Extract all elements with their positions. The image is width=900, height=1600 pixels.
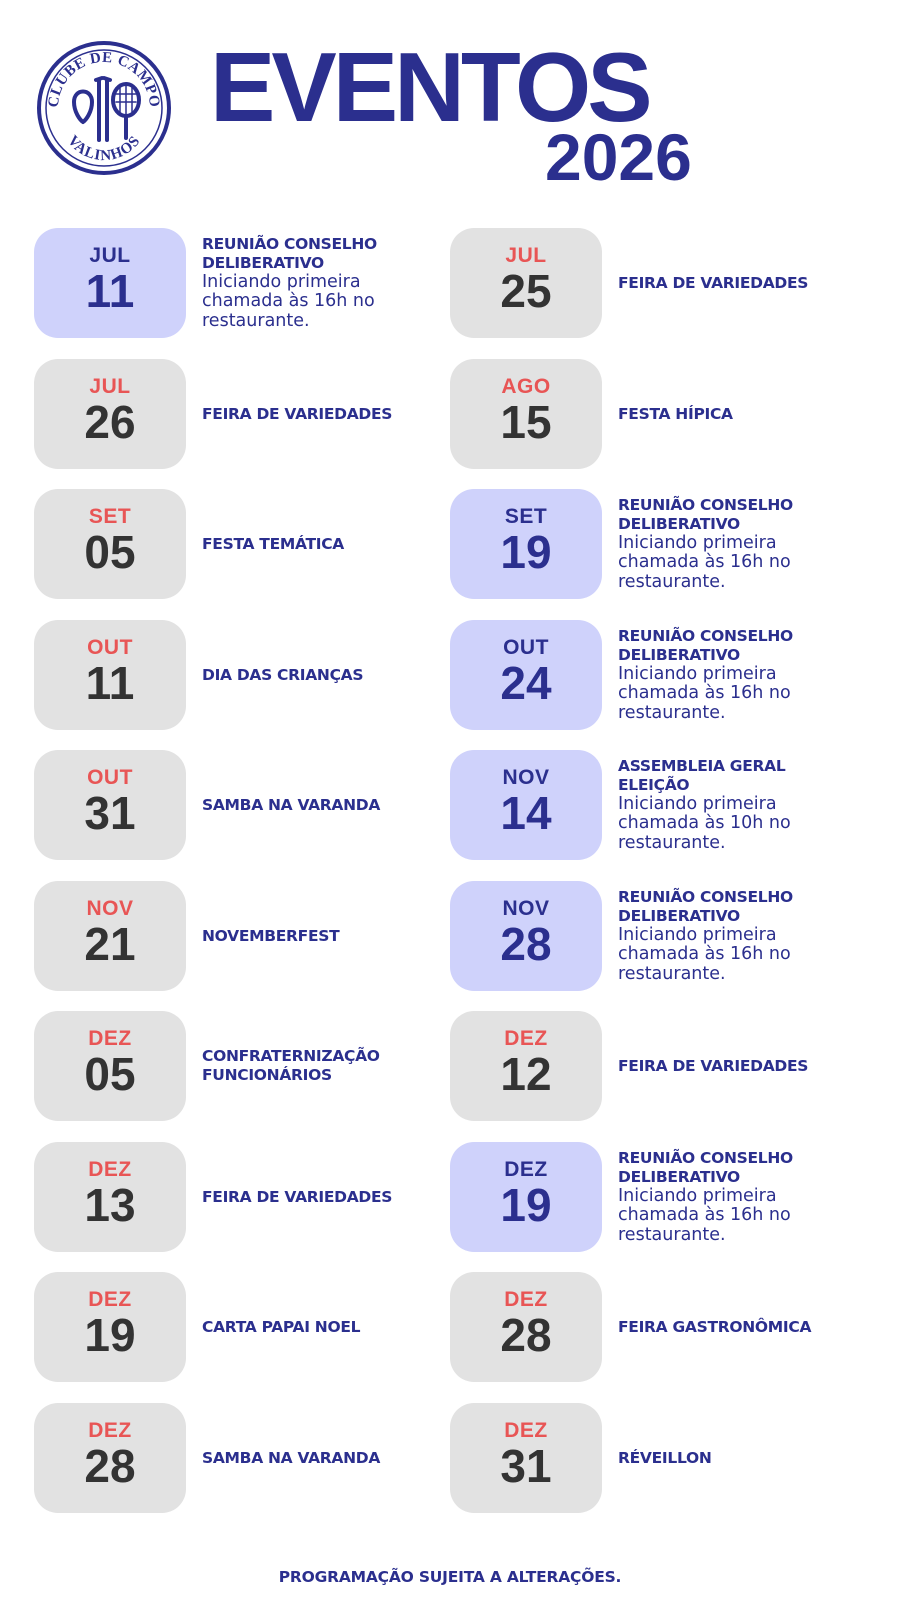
event-item xyxy=(450,228,870,338)
event-month: JUL xyxy=(89,244,131,267)
event-date-box xyxy=(34,228,186,338)
event-day: 31 xyxy=(500,1440,552,1492)
event-title: FEIRA GASTRONÔMICA xyxy=(618,1317,812,1336)
page-year: 2026 xyxy=(545,120,692,194)
event-month: DEZ xyxy=(504,1158,548,1181)
event-item xyxy=(450,750,870,860)
event-title: DIA DAS CRIANÇAS xyxy=(202,665,364,684)
event-title: FEIRA DE VARIEDADES xyxy=(618,1056,809,1075)
event-title: FEIRA DE VARIEDADES xyxy=(618,273,809,292)
event-day: 14 xyxy=(500,787,552,839)
event-date-box xyxy=(450,489,602,599)
club-logo xyxy=(36,40,172,176)
event-day: 31 xyxy=(84,787,136,839)
event-date-box xyxy=(34,1272,186,1382)
event-description: Iniciando primeira chamada às 16h no restaurante. xyxy=(618,532,791,592)
event-item xyxy=(450,1011,870,1121)
event-item xyxy=(34,620,454,730)
event-item xyxy=(450,620,870,730)
event-info xyxy=(618,359,848,469)
event-date-box xyxy=(34,1011,186,1121)
event-day: 19 xyxy=(500,1179,552,1231)
event-date-box xyxy=(34,1142,186,1252)
event-title: FESTA HÍPICA xyxy=(618,404,733,423)
event-item xyxy=(34,228,454,338)
event-day: 12 xyxy=(500,1048,552,1100)
event-day: 19 xyxy=(500,526,552,578)
event-item xyxy=(450,1142,870,1252)
event-day: 28 xyxy=(500,1309,552,1361)
event-info xyxy=(202,881,432,991)
event-month: JUL xyxy=(505,244,547,267)
event-day: 11 xyxy=(85,657,135,709)
event-info xyxy=(618,489,848,599)
event-day: 19 xyxy=(84,1309,136,1361)
event-item xyxy=(450,359,870,469)
event-description: Iniciando primeira chamada às 10h no restaurante. xyxy=(618,793,791,853)
event-day: 11 xyxy=(85,265,135,317)
event-item xyxy=(34,881,454,991)
event-day: 28 xyxy=(500,918,552,970)
event-month: NOV xyxy=(86,897,134,920)
event-title: CARTA PAPAI NOEL xyxy=(202,1317,361,1336)
event-title: REUNIÃO CONSELHO DELIBERATIVO xyxy=(618,626,793,664)
event-info xyxy=(618,228,848,338)
event-item xyxy=(34,1011,454,1121)
event-title: REUNIÃO CONSELHO DELIBERATIVO xyxy=(618,1148,793,1186)
event-date-box xyxy=(34,489,186,599)
footer-note: PROGRAMAÇÃO SUJEITA A ALTERAÇÕES. xyxy=(278,1568,622,1586)
event-info xyxy=(202,750,432,860)
event-item xyxy=(450,489,870,599)
event-month: NOV xyxy=(502,766,550,789)
event-info xyxy=(618,1403,848,1513)
event-date-box xyxy=(450,1403,602,1513)
event-item xyxy=(34,489,454,599)
event-month: DEZ xyxy=(88,1158,132,1181)
event-info xyxy=(202,620,432,730)
event-info xyxy=(618,881,848,991)
event-info xyxy=(202,1403,432,1513)
event-date-box xyxy=(450,1011,602,1121)
event-title: NOVEMBERFEST xyxy=(202,926,340,945)
event-info xyxy=(618,1011,848,1121)
event-item xyxy=(34,750,454,860)
event-month: DEZ xyxy=(88,1419,132,1442)
event-info xyxy=(618,620,848,730)
event-item xyxy=(34,359,454,469)
event-day: 25 xyxy=(500,265,552,317)
event-info xyxy=(618,1142,848,1252)
event-info xyxy=(202,1011,432,1121)
event-title: FEIRA DE VARIEDADES xyxy=(202,404,393,423)
event-day: 15 xyxy=(500,396,552,448)
event-date-box xyxy=(450,1142,602,1252)
event-item xyxy=(450,881,870,991)
event-month: OUT xyxy=(87,636,133,659)
event-month: DEZ xyxy=(504,1288,548,1311)
event-description: Iniciando primeira chamada às 16h no restaurante. xyxy=(618,1185,791,1245)
event-day: 26 xyxy=(84,396,136,448)
event-info xyxy=(202,228,432,338)
event-month: DEZ xyxy=(504,1419,548,1442)
event-date-box xyxy=(450,620,602,730)
event-month: DEZ xyxy=(504,1027,548,1050)
event-month: SET xyxy=(88,505,132,528)
logo-text-top: CLUBE DE CAMPO xyxy=(45,49,163,109)
event-date-box xyxy=(450,881,602,991)
event-info xyxy=(202,359,432,469)
page-title: EVENTOS xyxy=(210,32,649,142)
event-date-box xyxy=(450,750,602,860)
event-title: SAMBA NA VARANDA xyxy=(202,1448,381,1467)
event-item xyxy=(450,1272,870,1382)
event-description: Iniciando primeira chamada às 16h no restaurante. xyxy=(618,663,791,723)
event-month: NOV xyxy=(502,897,550,920)
event-title: REUNIÃO CONSELHO DELIBERATIVO xyxy=(618,495,793,533)
event-month: DEZ xyxy=(88,1288,132,1311)
event-title: REUNIÃO CONSELHO DELIBERATIVO xyxy=(202,234,377,272)
event-info xyxy=(202,1272,432,1382)
event-month: JUL xyxy=(89,375,131,398)
event-title: REUNIÃO CONSELHO DELIBERATIVO xyxy=(618,887,793,925)
event-title: FEIRA DE VARIEDADES xyxy=(202,1187,393,1206)
event-item xyxy=(34,1142,454,1252)
event-description: Iniciando primeira chamada às 16h no restaurante. xyxy=(618,924,791,984)
event-title: RÉVEILLON xyxy=(618,1448,712,1467)
event-info xyxy=(618,750,848,860)
event-info xyxy=(202,489,432,599)
logo-text-bottom: VALINHOS xyxy=(64,132,144,165)
event-title: ASSEMBLEIA GERAL ELEIÇÃO xyxy=(618,756,786,794)
event-title: SAMBA NA VARANDA xyxy=(202,795,381,814)
event-month: DEZ xyxy=(88,1027,132,1050)
event-month: OUT xyxy=(503,636,549,659)
event-day: 05 xyxy=(84,526,136,578)
event-month: AGO xyxy=(501,375,551,398)
event-date-box xyxy=(450,1272,602,1382)
event-day: 24 xyxy=(500,657,552,709)
event-date-box xyxy=(34,620,186,730)
event-day: 05 xyxy=(84,1048,136,1100)
event-item xyxy=(34,1272,454,1382)
event-date-box xyxy=(34,1403,186,1513)
event-info xyxy=(202,1142,432,1252)
event-date-box xyxy=(34,881,186,991)
event-title: FESTA TEMÁTICA xyxy=(202,534,344,553)
event-month: OUT xyxy=(87,766,133,789)
event-date-box xyxy=(34,750,186,860)
event-day: 13 xyxy=(84,1179,136,1231)
event-month: SET xyxy=(504,505,548,528)
event-description: Iniciando primeira chamada às 16h no restaurante. xyxy=(202,271,375,331)
event-title: CONFRATERNIZAÇÃO FUNCIONÁRIOS xyxy=(202,1047,380,1084)
event-item xyxy=(34,1403,454,1513)
event-date-box xyxy=(34,359,186,469)
event-date-box xyxy=(450,359,602,469)
event-date-box xyxy=(450,228,602,338)
event-info xyxy=(618,1272,848,1382)
event-day: 21 xyxy=(84,918,136,970)
event-day: 28 xyxy=(84,1440,136,1492)
event-item xyxy=(450,1403,870,1513)
